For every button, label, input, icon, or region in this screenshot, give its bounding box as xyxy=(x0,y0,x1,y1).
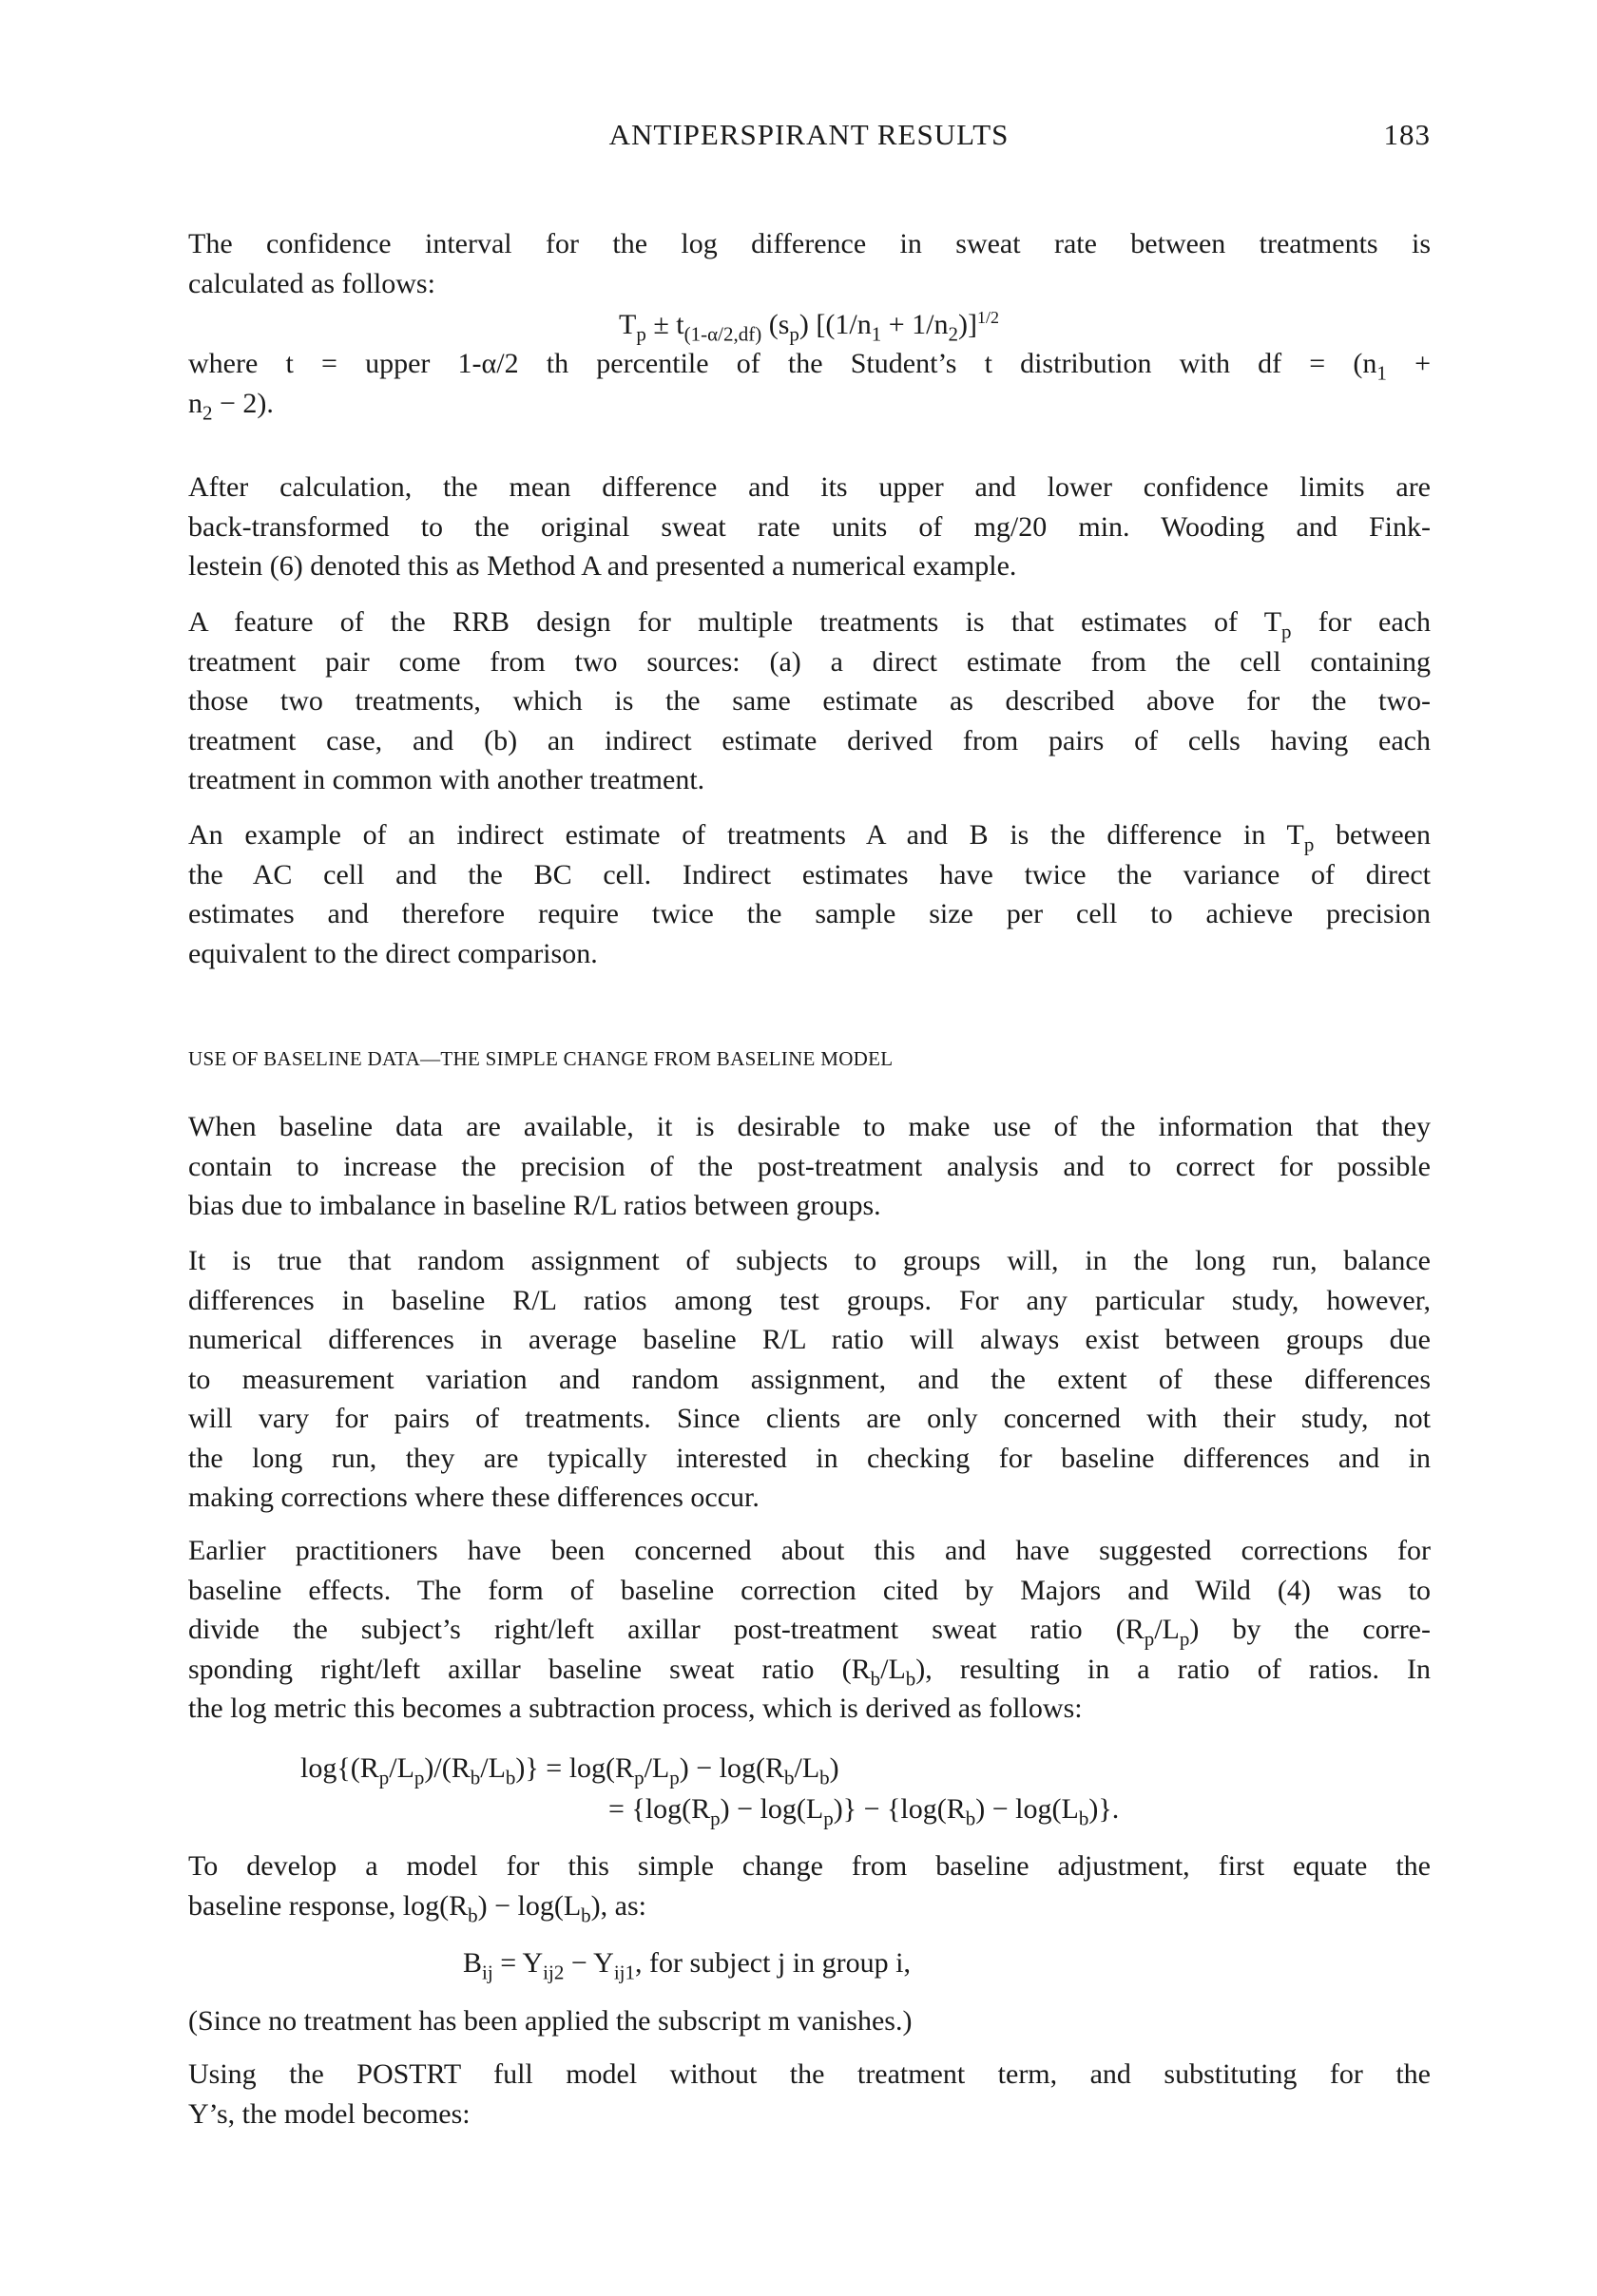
text-line: will vary for pairs of treatments. Since clients are only concerned with their study, not xyxy=(188,1403,1431,1434)
subscript: p xyxy=(823,1807,834,1830)
subscript: 2 xyxy=(202,400,213,424)
equation-bij xyxy=(463,1943,911,1983)
text-line: Using the POSTRT full model without the treatment term, and substituting for the xyxy=(188,2058,1431,2090)
subscript: b xyxy=(581,1903,591,1926)
text-line: differences in baseline R/L ratios among test groups. For any particular study, however, xyxy=(188,1284,1431,1316)
text-line: baseline response, $\log(R_b) - \log(L_b)$, as: xyxy=(188,1889,646,1926)
text-line: to measurement variation and random assignment, and the extent of these differences xyxy=(188,1363,1431,1395)
subscript: b xyxy=(505,1766,516,1789)
paragraph-rrb-feature xyxy=(188,603,1431,800)
paragraph-confidence-interval xyxy=(188,224,1431,303)
page-number: 183 xyxy=(1383,118,1431,151)
subscript: p xyxy=(669,1766,680,1789)
subscript: 1 xyxy=(1376,361,1387,385)
text-line: where t = upper 1-α/2 th percentile of the Student’s t distribution with df = ($n_1$ + xyxy=(188,348,1431,385)
subscript: ij xyxy=(482,1961,493,1984)
subscript: b xyxy=(905,1666,916,1690)
superscript: 1/2 xyxy=(976,308,999,328)
paragraph-where-t xyxy=(188,344,1431,423)
text-line: $T_p \pm t_{(1-\alpha/2,df)}$ $(s_p) [(1/n_1 + 1/n_2)]^{1/2}$ xyxy=(619,308,999,346)
subscript: p xyxy=(1144,1627,1155,1651)
subscript: p xyxy=(414,1766,425,1789)
paragraph-develop-model xyxy=(188,1846,1431,1925)
subscript: b xyxy=(819,1766,830,1789)
subscript: 2 xyxy=(948,322,958,346)
text-line: the AC cell and the BC cell. Indirect estimates have twice the variance of direct xyxy=(188,858,1431,890)
text-line: After calculation, the mean difference and its upper and lower confidence limits are xyxy=(188,471,1431,503)
subscript: b xyxy=(965,1807,976,1830)
text-line: those two treatments, which is the same estimate as described above for the two- xyxy=(188,685,1431,717)
subscript: 1 xyxy=(871,322,882,346)
subscript: p xyxy=(1179,1627,1190,1651)
paragraph-random-assignment xyxy=(188,1241,1431,1518)
text-line: Y’s, the model becomes: xyxy=(188,2097,471,2130)
subscript: p xyxy=(378,1766,390,1789)
text-line: treatment case, and (b) an indirect estimate derived from pairs of cells having each xyxy=(188,724,1431,756)
subscript: p xyxy=(636,322,646,346)
text-line: divide the subject’s right/left axillar post-treatment sweat ratio $(R_p/L_p)$ by the corre- xyxy=(188,1614,1431,1651)
text-line: Earlier practitioners have been concerned about this and have suggested corrections for xyxy=(188,1535,1431,1566)
text-line: back-transformed to the original sweat rate units of mg/20 min. Wooding and Fink- xyxy=(188,510,1431,543)
subscript: b xyxy=(468,1903,478,1926)
text-line: lestein (6) denoted this as Method A and presented a numerical example. xyxy=(188,550,1017,582)
text-line: equivalent to the direct comparison. xyxy=(188,937,598,969)
paragraph-using-postrt xyxy=(188,2055,1431,2133)
section-heading: USE OF BASELINE DATA—THE SIMPLE CHANGE FROM BASELINE MODEL xyxy=(188,1047,894,1070)
paragraph-baseline-available xyxy=(188,1107,1431,1226)
subscript: p xyxy=(789,322,799,346)
text-line: bias due to imbalance in baseline R/L ratios between groups. xyxy=(188,1190,881,1221)
subscript: b xyxy=(470,1766,481,1789)
subscript: p xyxy=(1303,832,1315,856)
text-line: $\log\{(R_p/L_p)/(R_b/L_b)\} = \log(R_p/L_p) - \log(R_b/L_b)$ xyxy=(300,1752,839,1789)
text-line: The confidence interval for the log difference in sweat rate between treatments is xyxy=(188,228,1431,259)
subscript: ij2 xyxy=(543,1961,565,1984)
text-line: treatment in common with another treatment. xyxy=(188,764,705,795)
paragraph-since-no-treatment xyxy=(188,2001,1431,2041)
subscript: p xyxy=(1281,620,1292,643)
text-line: making corrections where these differences occur. xyxy=(188,1482,760,1513)
text-line: the long run, they are typically interested in checking for baseline differences and in xyxy=(188,1442,1431,1474)
text-line: $B_{ij} = Y_{ij2} - Y_{ij1}$, for subject j in group i, xyxy=(463,1947,911,1984)
subscript: p xyxy=(710,1807,721,1830)
subscript: b xyxy=(870,1666,881,1690)
equation-log-ratio-line-2 xyxy=(608,1789,1119,1829)
paragraph-after-calculation xyxy=(188,468,1431,586)
subscript: ij1 xyxy=(613,1961,635,1984)
text-line: To develop a model for this simple change from baseline adjustment, first equate the xyxy=(188,1850,1431,1882)
text-line: (Since no treatment has been applied the subscript m vanishes.) xyxy=(188,2005,913,2037)
text-line: baseline effects. The form of baseline correction cited by Majors and Wild (4) was to xyxy=(188,1574,1431,1606)
text-line: A feature of the RRB design for multiple treatments is that estimates of $T_p$ for each xyxy=(188,606,1432,643)
text-line: contain to increase the precision of the post-treatment analysis and to correct for possible xyxy=(188,1150,1431,1182)
text-line: estimates and therefore require twice the sample size per cell to achieve precision xyxy=(188,898,1431,929)
text-line: numerical differences in average baseline R/L ratio will always exist between groups due xyxy=(188,1324,1431,1355)
text-line: An example of an indirect estimate of treatments A and B is the difference in $T_p$ between xyxy=(188,819,1431,856)
text-line: treatment pair come from two sources: (a) a direct estimate from the cell containing xyxy=(188,645,1431,678)
text-line: calculated as follows: xyxy=(188,267,435,299)
paragraph-indirect-example xyxy=(188,815,1431,973)
running-head: ANTIPERSPIRANT RESULTS xyxy=(608,118,1010,151)
text-line: $n_2 - 2$). xyxy=(188,387,274,424)
text-line: sponding right/left axillar baseline sweat ratio $(R_b/L_b)$, resulting in a ratio of ratios. In xyxy=(188,1653,1432,1690)
subscript: p xyxy=(634,1766,645,1789)
text-line: = $\{\log(R_p) - \log(L_p)\} - \{\log(R_b) - \log(L_b)\}$. xyxy=(608,1793,1120,1830)
subscript: (1-α/2,df) xyxy=(683,322,762,346)
text-line: the log metric this becomes a subtraction process, which is derived as follows: xyxy=(188,1693,1083,1724)
equation-log-ratio-line-1 xyxy=(300,1749,839,1789)
subscript: b xyxy=(783,1766,795,1789)
subscript: b xyxy=(1078,1807,1089,1830)
formula-confidence-interval xyxy=(0,305,1597,345)
text-line: It is true that random assignment of subjects to groups will, in the long run, balance xyxy=(188,1245,1431,1276)
paragraph-earlier-practitioners xyxy=(188,1531,1431,1729)
text-line: When baseline data are available, it is desirable to make use of the information that they xyxy=(188,1111,1431,1142)
